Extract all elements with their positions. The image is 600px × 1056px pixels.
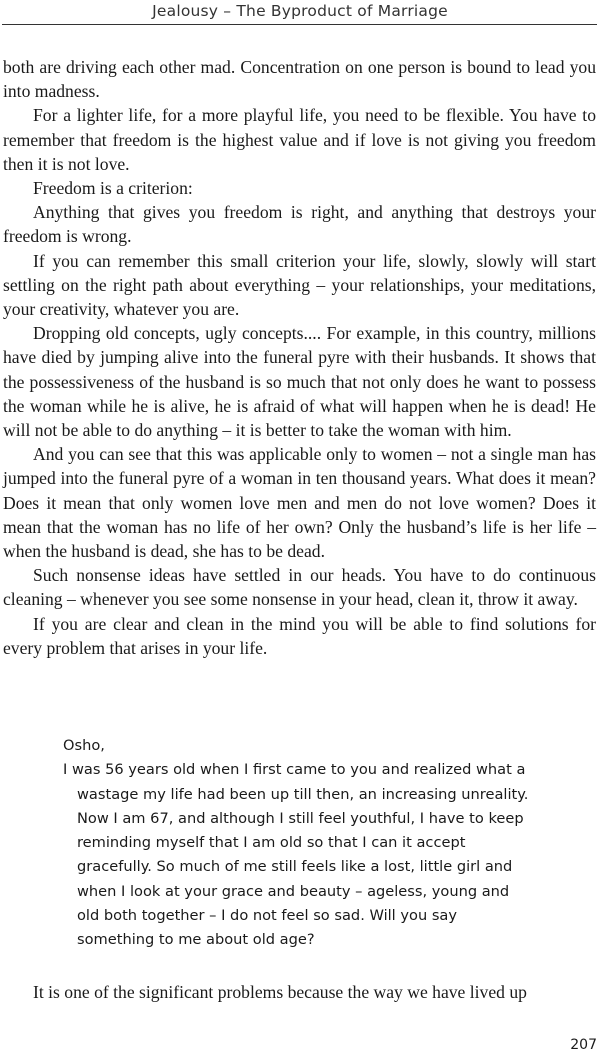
paragraph: Dropping old concepts, ugly concepts.... For example, in this country, millions have died by jumping alive into the funeral pyre with their husbands. It shows that the possessiveness of the husband is so much that not only does he want to possess the woman while he is alive, he is afraid of what will happen when he is dead! He will not be able to do anything – it is better to take the woman with him.: [3, 323, 596, 441]
paragraph: For a lighter life, for a more playful life, you need to be flexible. You have to remember that freedom is the highest value and if love is not giving you freedom then it is not love.: [3, 105, 596, 174]
paragraph: If you are clear and clean in the mind you will be able to find solutions for every problem that arises in your life.: [3, 613, 596, 658]
paragraph: And you can see that this was applicable only to women – not a single man has jumped into the funeral pyre of a woman in ten thousand years. What does it mean? Does it mean that only women love men and men do not love women? Does it mean that the woman has no life of her own? Only the husband’s life is her life – when the husband is dead, she has to be dead.: [3, 444, 596, 562]
running-head-title: Jealousy – The Byproduct of Marriage: [152, 2, 448, 20]
main-text: [3, 55, 596, 660]
answer-block: [3, 980, 596, 1004]
paragraph: Freedom is a criterion:: [33, 178, 193, 199]
paragraph: both are driving each other mad. Concentration on one person is bound to lead you into madness.: [3, 57, 596, 102]
header-rule: [2, 24, 597, 25]
question-salutation: Osho,: [63, 737, 105, 754]
question-text: I was 56 years old when I first came to you and realized what a wastage my life had been up till then, an increasing unreality. Now I am 67, and although I still feel youthful, I have to keep reminding myself that I am old so that I can it accept gracefully. So much of me still feels like a lost, little girl and when I look at your grace and beauty – ageless, young and old both together – I do not feel so sad. Will you say something to me about old age?: [63, 761, 529, 949]
paragraph: If you can remember this small criterion your life, slowly, slowly will start settling on the right path about everything – your relationships, your meditations, your creativity, whatever you are.: [3, 250, 596, 320]
question-block: [63, 734, 533, 953]
paragraph: Anything that gives you freedom is right, and anything that destroys your freedom is wrong.: [3, 202, 596, 247]
answer-opening: It is one of the significant problems because the way we have lived up: [33, 982, 527, 1002]
page-number: 207: [570, 1037, 597, 1053]
paragraph: Such nonsense ideas have settled in our heads. You have to do continuous cleaning – whenever you see some nonsense in your head, clean it, throw it away.: [3, 565, 596, 610]
